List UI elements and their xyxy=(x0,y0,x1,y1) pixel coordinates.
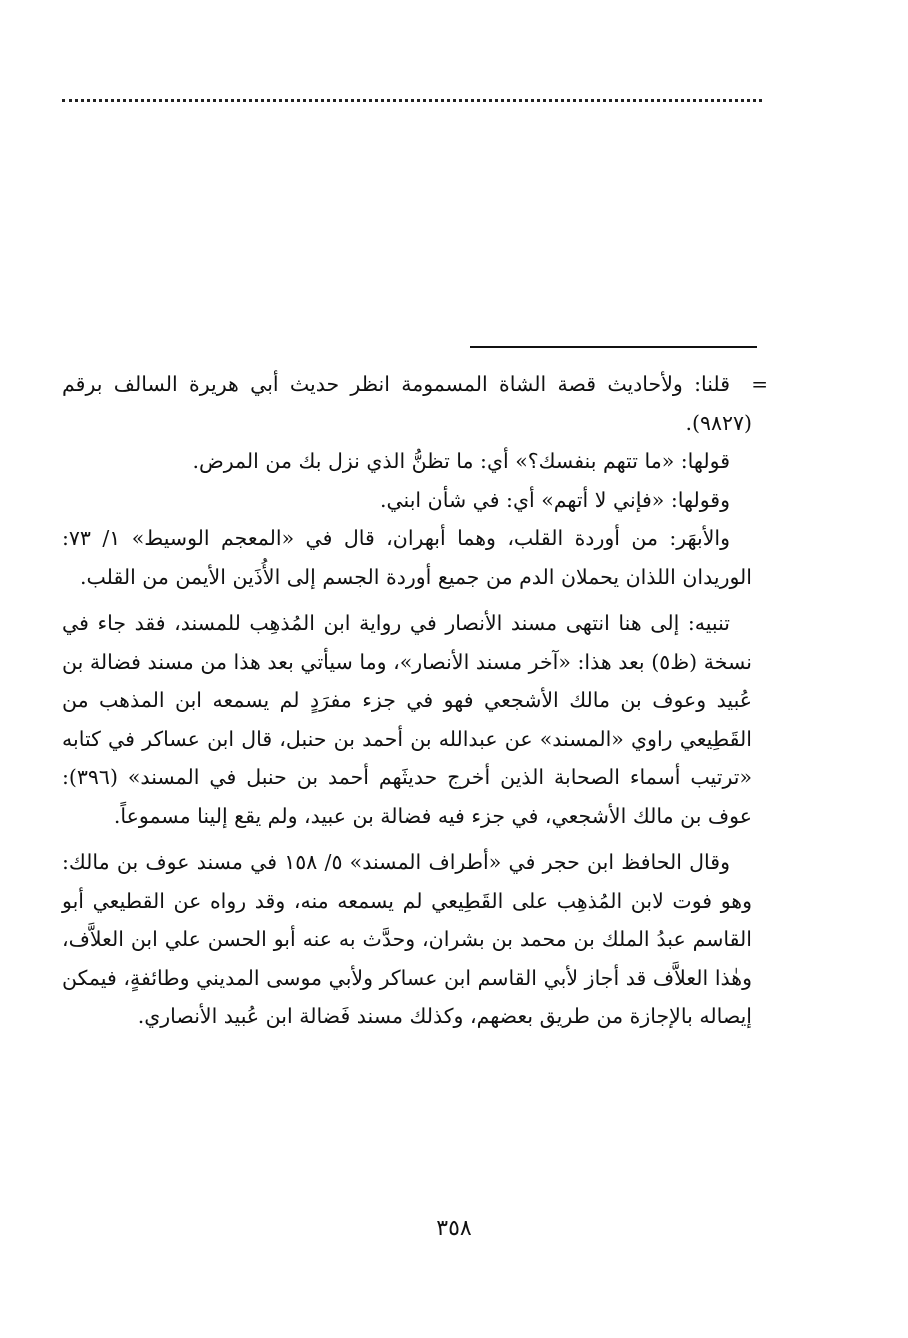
page-number: ٣٥٨ xyxy=(436,1216,472,1241)
footnote-paragraph: قولها: «ما تتهم بنفسك؟» أي: ما تظنُّ الذي نزل بك من المرض. xyxy=(192,449,730,473)
footnote-paragraph: والأبهَر: من أوردة القلب، وهما أبهران، قال في «المعجم الوسيط» ١/ ٧٣: الوريدان اللذان يحملان الدم من جميع أوردة الجسم إلى الأُذَين الأيمن من القلب. xyxy=(62,526,752,589)
footnote-paragraph: قلنا: ولأحاديث قصة الشاة المسمومة انظر حديث أبي هريرة السالف برقم (٩٨٢٧). xyxy=(62,372,752,435)
footnotes-block xyxy=(62,365,768,1036)
footnote-separator-rule xyxy=(470,346,757,348)
dotted-separator xyxy=(62,99,762,102)
footnote-paragraph: وقال الحافظ ابن حجر في «أطراف المسند» ٥/ ١٥٨ في مسند عوف بن مالك: وهو فوت لابن المُذهِب على القَطِيعي لم يسمعه منه، وقد رواه عن القطيعي أبو القاسم عبدُ الملك بن محمد بن بشران، وحدَّث به عنه أبو الحسن علي ابن العلاَّف، وهٰذا العلاَّف قد أجاز لأبي القاسم ابن عساكر ولأبي موسى المديني وطائفةٍ، فيمكن إيصاله بالإجازة من طريق بعضهم، وكذلك مسند فَضالة ابن عُبيد الأنصاري. xyxy=(62,850,752,1028)
footnote-paragraph: وقولها: «فإني لا أتهم» أي: في شأن ابني. xyxy=(379,487,730,512)
continuation-mark: = xyxy=(751,372,768,396)
footnote-paragraph: تنبيه: إلى هنا انتهى مسند الأنصار في رواية ابن المُذهِب للمسند، فقد جاء في نسخة (ظ٥) بعد هذا: «آخر مسند الأنصار»، وما سيأتي بعد هذا من مسند فضالة بن عُبيد وعوف بن مالك الأشجعي فهو في جزء مفرَدٍ لم يسمعه ابن المذهب من القَطِيعي راوي «المسند» عن عبدالله بن أحمد بن حنبل، قال ابن عساكر في كتابه «ترتيب أسماء الصحابة الذين أخرج حديثَهم أحمد بن حنبل في المسند» (٣٩٦): عوف بن مالك الأشجعي، في جزء فيه فضالة بن عبيد، ولم يقع إلينا مسموعاً. xyxy=(62,611,752,828)
